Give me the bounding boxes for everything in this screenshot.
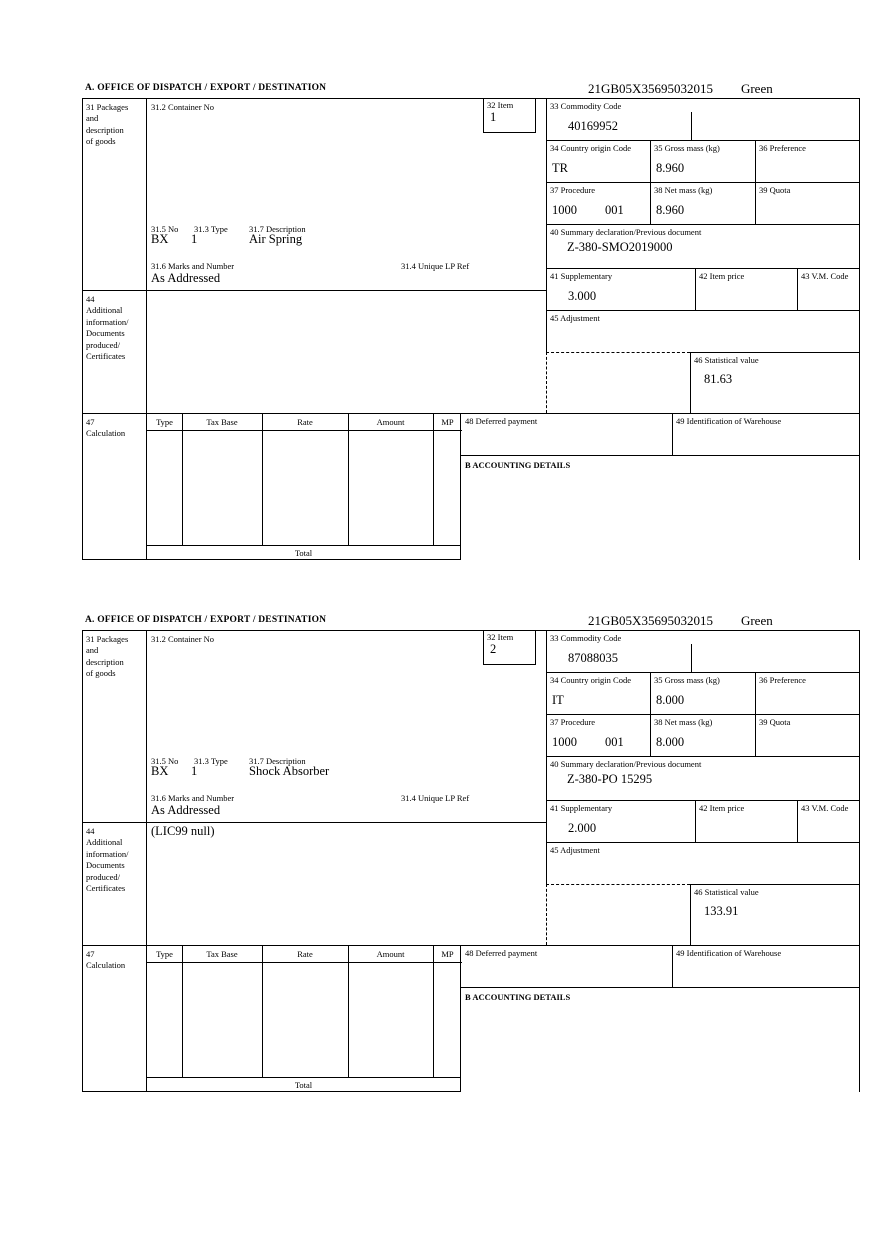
commodity-code-divider	[691, 644, 692, 673]
box-42-item-price	[695, 268, 797, 310]
box-44-additional-label	[82, 290, 146, 413]
box-39-label: 39 Quota	[759, 717, 791, 727]
box-38-net-mass	[650, 182, 755, 224]
section-a-title: A. OFFICE OF DISPATCH / EXPORT / DESTINATION	[85, 615, 327, 625]
section-a-title: A. OFFICE OF DISPATCH / EXPORT / DESTINATION	[85, 83, 327, 93]
calc-col-divider	[182, 946, 183, 1078]
item-block-2	[82, 612, 861, 1094]
box47-label-line: 47	[86, 949, 95, 959]
box-42-label: 42 Item price	[699, 803, 745, 813]
commodity-code-divider	[691, 112, 692, 141]
statistical-value: 81.63	[704, 372, 733, 386]
item-block-1	[82, 80, 861, 562]
box-49-label: 49 Identification of Warehouse	[676, 416, 782, 426]
item-number-value: 1	[490, 110, 497, 124]
mrn-value: 21GB05X35695032015	[588, 613, 713, 628]
box-45-label: 45 Adjustment	[550, 313, 600, 323]
commodity-code-value: 40169952	[568, 119, 618, 133]
calculation-total-row	[146, 1077, 461, 1092]
box44-label-line: Additional	[86, 837, 123, 848]
marks-value: As Addressed	[151, 271, 221, 285]
calc-col-rate: Rate	[297, 417, 313, 427]
packages-type-value: 1	[191, 764, 198, 778]
box-35-label: 35 Gross mass (kg)	[654, 143, 720, 153]
box-39-quota	[755, 714, 860, 756]
box44-label-line: produced/	[86, 339, 120, 350]
goods-description-value: Air Spring	[249, 232, 303, 246]
box47-label-line: 47	[86, 417, 95, 427]
box-38-label: 38 Net mass (kg)	[654, 185, 713, 195]
previous-document-value: Z-380-PO 15295	[567, 772, 653, 786]
box-32-item	[483, 630, 536, 665]
previous-document-value: Z-380-SMO2019000	[567, 240, 673, 254]
box-43-label: 43 V.M. Code	[801, 271, 849, 281]
box44-label-line: Additional	[86, 305, 123, 316]
box-40-label: 40 Summary declaration/Previous document	[550, 227, 702, 237]
calc-col-divider	[348, 414, 349, 546]
box-48-label: 48 Deferred payment	[465, 416, 538, 426]
box-44-additional-content	[146, 290, 546, 413]
calc-col-divider	[262, 946, 263, 1078]
box-31-3-label: 31.3 Type	[194, 224, 228, 234]
box-36-preference	[755, 140, 860, 182]
packages-number-value: BX	[151, 232, 169, 246]
commodity-code-value: 87088035	[568, 651, 618, 665]
box-34-country-origin	[546, 672, 650, 714]
box47-label-line: Calculation	[86, 960, 126, 971]
country-origin-value: IT	[552, 693, 564, 707]
box-31-2-label: 31.2 Container No	[151, 102, 215, 112]
calc-col-divider	[182, 414, 183, 546]
box44-label-line: 44	[86, 826, 95, 836]
box-31-5-label: 31.5 No	[151, 224, 179, 234]
box44-label-line: 44	[86, 294, 95, 304]
box-32-label: 32 Item	[487, 632, 514, 642]
additional-info-value: (LIC99 null)	[151, 824, 215, 838]
box-31-7-label: 31.7 Description	[249, 224, 306, 234]
box-38-label: 38 Net mass (kg)	[654, 717, 713, 727]
box-33-label: 33 Commodity Code	[550, 101, 622, 111]
net-mass-value: 8.960	[656, 203, 685, 217]
box31-label-line: of goods	[86, 136, 116, 147]
box-33-commodity-code	[546, 630, 860, 672]
box-32-label: 32 Item	[487, 100, 514, 110]
box-40-summary-declaration	[546, 756, 860, 800]
box-44-additional-content	[146, 822, 546, 945]
box-46-label: 46 Statistical value	[694, 887, 759, 897]
calc-col-tax-base: Tax Base	[206, 417, 238, 427]
calc-col-amount: Amount	[376, 949, 405, 959]
box-46-statistical-value	[690, 884, 860, 945]
box-31-6-label: 31.6 Marks and Number	[151, 793, 235, 803]
box31-label-line: description	[86, 124, 124, 135]
box-48-label: 48 Deferred payment	[465, 948, 538, 958]
procedure-value: 1000	[552, 735, 577, 749]
box-45-adjustment	[546, 310, 860, 352]
statistical-value: 133.91	[704, 904, 739, 918]
document-reference	[588, 80, 773, 98]
box-33-commodity-code	[546, 98, 860, 140]
box-41-supplementary	[546, 268, 695, 310]
mrn-value: 21GB05X35695032015	[588, 81, 713, 96]
box44-label-line: produced/	[86, 871, 120, 882]
box-36-label: 36 Preference	[759, 143, 806, 153]
total-label: Total	[294, 548, 313, 558]
routing-status: Green	[740, 81, 773, 96]
box-31-packages-label	[82, 630, 146, 822]
box-45-dashed-extension	[546, 352, 690, 413]
calc-col-divider	[348, 946, 349, 1078]
box-31-6-label: 31.6 Marks and Number	[151, 261, 235, 271]
box-39-quota	[755, 182, 860, 224]
box-37-label: 37 Procedure	[550, 185, 596, 195]
country-origin-value: TR	[552, 161, 568, 175]
calc-col-divider	[433, 414, 434, 546]
calc-col-tax-base: Tax Base	[206, 949, 238, 959]
calc-col-type: Type	[156, 417, 173, 427]
box-37-procedure	[546, 182, 650, 224]
marks-value: As Addressed	[151, 803, 221, 817]
box-35-gross-mass	[650, 672, 755, 714]
section-b-accounting	[461, 987, 860, 1092]
box-41-label: 41 Supplementary	[550, 271, 613, 281]
calculation-total-row	[146, 545, 461, 560]
supplementary-value: 2.000	[568, 821, 597, 835]
box-40-label: 40 Summary declaration/Previous document	[550, 759, 702, 769]
box-31-4-label: 31.4 Unique LP Ref	[401, 261, 470, 271]
box-41-supplementary	[546, 800, 695, 842]
document-reference	[588, 612, 773, 630]
box-47-calculation-label	[82, 945, 146, 1092]
box-35-label: 35 Gross mass (kg)	[654, 675, 720, 685]
box-48-deferred-payment	[461, 413, 672, 455]
packages-number-value: BX	[151, 764, 169, 778]
calc-col-divider	[262, 414, 263, 546]
calc-col-divider	[433, 946, 434, 1078]
box-34-label: 34 Country origin Code	[550, 143, 631, 153]
box44-label-line: Certificates	[86, 351, 126, 362]
calculation-table	[146, 945, 461, 1077]
calc-col-rate: Rate	[297, 949, 313, 959]
box-36-label: 36 Preference	[759, 675, 806, 685]
box-31-4-label: 31.4 Unique LP Ref	[401, 793, 470, 803]
box-45-adjustment	[546, 842, 860, 884]
box-43-label: 43 V.M. Code	[801, 803, 849, 813]
calculation-table	[146, 413, 461, 545]
box-44-additional-label	[82, 822, 146, 945]
box-43-vm-code	[797, 268, 860, 310]
box-49-warehouse	[672, 413, 860, 455]
calc-header-divider	[147, 430, 462, 431]
box31-label-line: description	[86, 656, 124, 667]
gross-mass-value: 8.960	[656, 161, 685, 175]
box31-label-line: and	[86, 645, 99, 656]
box-41-label: 41 Supplementary	[550, 803, 613, 813]
item-number-value: 2	[490, 642, 497, 656]
calc-col-mp: MP	[441, 417, 454, 427]
box-38-net-mass	[650, 714, 755, 756]
calc-col-mp: MP	[441, 949, 454, 959]
routing-status: Green	[740, 613, 773, 628]
box-45-dashed-extension	[546, 884, 690, 945]
section-b-accounting	[461, 455, 860, 560]
box-43-vm-code	[797, 800, 860, 842]
box-35-gross-mass	[650, 140, 755, 182]
box44-label-line: information/	[86, 316, 129, 327]
calc-header-divider	[147, 962, 462, 963]
box-42-label: 42 Item price	[699, 271, 745, 281]
procedure-2-value: 001	[605, 735, 624, 749]
section-b-title: B ACCOUNTING DETAILS	[465, 460, 571, 470]
box-31-5-label: 31.5 No	[151, 756, 179, 766]
box-37-label: 37 Procedure	[550, 717, 596, 727]
box-49-label: 49 Identification of Warehouse	[676, 948, 782, 958]
box-40-summary-declaration	[546, 224, 860, 268]
box44-label-line: information/	[86, 848, 129, 859]
box-36-preference	[755, 672, 860, 714]
section-b-title: B ACCOUNTING DETAILS	[465, 992, 571, 1002]
box-34-label: 34 Country origin Code	[550, 675, 631, 685]
box-31-packages-label	[82, 98, 146, 290]
box44-label-line: Certificates	[86, 883, 126, 894]
box-42-item-price	[695, 800, 797, 842]
box-39-label: 39 Quota	[759, 185, 791, 195]
box-45-label: 45 Adjustment	[550, 845, 600, 855]
box-47-calculation-label	[82, 413, 146, 560]
box-33-label: 33 Commodity Code	[550, 633, 622, 643]
box-48-deferred-payment	[461, 945, 672, 987]
goods-description-value: Shock Absorber	[249, 764, 330, 778]
box-49-warehouse	[672, 945, 860, 987]
procedure-2-value: 001	[605, 203, 624, 217]
box31-label-line: 31 Packages	[86, 634, 129, 644]
calc-col-amount: Amount	[376, 417, 405, 427]
box31-label-line: 31 Packages	[86, 102, 129, 112]
box-31-3-label: 31.3 Type	[194, 756, 228, 766]
supplementary-value: 3.000	[568, 289, 597, 303]
box31-label-line: and	[86, 113, 99, 124]
gross-mass-value: 8.000	[656, 693, 685, 707]
box44-label-line: Documents	[86, 328, 125, 339]
box-46-label: 46 Statistical value	[694, 355, 759, 365]
packages-type-value: 1	[191, 232, 198, 246]
box-32-item	[483, 98, 536, 133]
procedure-value: 1000	[552, 203, 577, 217]
net-mass-value: 8.000	[656, 735, 685, 749]
box-31-2-label: 31.2 Container No	[151, 634, 215, 644]
total-label: Total	[294, 1080, 313, 1090]
box44-label-line: Documents	[86, 860, 125, 871]
box47-label-line: Calculation	[86, 428, 126, 439]
calc-col-type: Type	[156, 949, 173, 959]
box-31-7-label: 31.7 Description	[249, 756, 306, 766]
box-34-country-origin	[546, 140, 650, 182]
box-37-procedure	[546, 714, 650, 756]
box-46-statistical-value	[690, 352, 860, 413]
box31-label-line: of goods	[86, 668, 116, 679]
